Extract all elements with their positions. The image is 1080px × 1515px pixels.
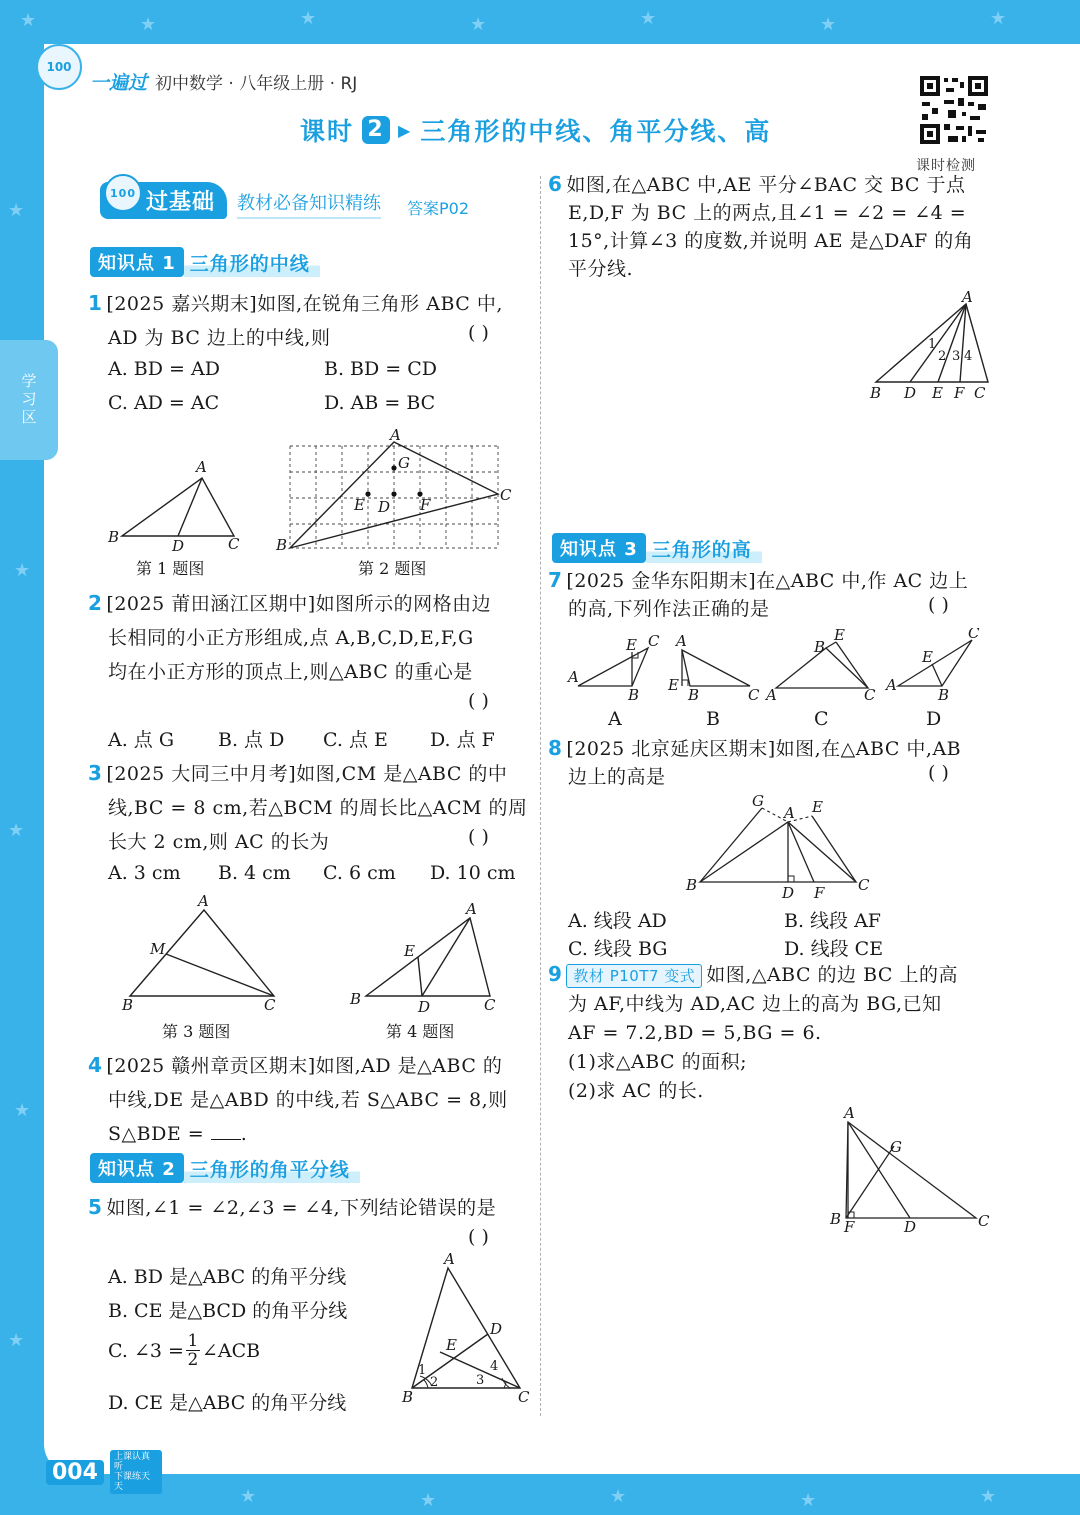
label-b: B: [628, 686, 640, 704]
basic-title: 过基础: [146, 190, 216, 215]
figure-2: [272, 428, 522, 554]
background-stars: ★ ★ ★ ★ ★ ★ ★ ★ ★ ★ ★ ★ ★ ★ ★ ★ ★: [8, 8, 1007, 1511]
label-b: B: [814, 638, 826, 656]
option-b[interactable]: B. CE 是△BCD 的角平分线: [108, 1300, 348, 1322]
basic-subtitle: 教材必备知识精练: [237, 189, 381, 219]
label-a: A: [568, 668, 579, 686]
kp-badge: 知识点 1: [90, 247, 184, 277]
q-line: [2025 嘉兴期末]如图,在锐角三角形 ABC 中,: [106, 293, 503, 315]
knowledge-point-1: [90, 247, 320, 277]
question-3: [88, 756, 528, 859]
q-line: 为 AF,中线为 AD,AC 边上的高为 BG,已知: [568, 993, 942, 1015]
question-9: [548, 960, 958, 1106]
label-a: A: [196, 458, 207, 476]
figure-caption: 第 4 题图: [386, 1022, 455, 1041]
label-c: C: [858, 876, 870, 894]
label-b: B: [830, 1210, 842, 1228]
label-d: D: [418, 998, 431, 1014]
kp-title: 三角形的中线: [184, 248, 320, 277]
label-a: A: [766, 686, 777, 704]
q-line: 中线,DE 是△ABD 的中线,若 S△ABC = 8,则: [108, 1089, 508, 1111]
label-a: A: [962, 288, 973, 306]
textbook-tag[interactable]: 教材 P10T7 变式: [566, 964, 702, 988]
mascot-icon: 100: [36, 44, 82, 90]
label-b: B: [686, 876, 698, 894]
question-number: 3: [88, 761, 103, 785]
option-c[interactable]: C. AD = AC: [108, 392, 220, 414]
lesson-title: [300, 112, 771, 148]
label-2: 2: [938, 349, 947, 364]
q-subquestion-1: (1)求△ABC 的面积;: [568, 1051, 748, 1073]
label-a: A: [444, 1252, 455, 1268]
figure-caption: 第 1 题图: [136, 559, 205, 578]
q-line: [2025 莆田涵江区期中]如图所示的网格由边: [106, 593, 492, 615]
q-line: 如图,∠1 = ∠2,∠3 = ∠4,下列结论错误的是: [106, 1197, 497, 1219]
option-d[interactable]: D. AB = BC: [324, 392, 436, 414]
q-line: 如图,在△ABC 中,AE 平分∠BAC 交 BC 于点: [566, 174, 966, 196]
label-d: D: [904, 384, 917, 402]
figure-9: [826, 1102, 996, 1236]
basic-banner: [100, 182, 469, 219]
answer-bracket[interactable]: ( ): [468, 1226, 489, 1248]
option-c[interactable]: C. 线段 BG: [568, 938, 668, 960]
question-number: 8: [548, 736, 563, 760]
side-tab: 学习区: [0, 340, 58, 460]
label-4: 4: [964, 349, 973, 364]
kp-title: 三角形的角平分线: [184, 1154, 360, 1183]
label-1: 1: [418, 1363, 427, 1378]
denominator: 2: [187, 1350, 199, 1370]
column-divider: [540, 176, 541, 1416]
label-b: B: [870, 384, 882, 402]
label-b: B: [108, 528, 120, 546]
kp-badge: 知识点 2: [90, 1153, 184, 1183]
label-a: A: [886, 676, 897, 694]
option-a[interactable]: A. 3 cm: [108, 862, 181, 884]
option-d[interactable]: D. 点 F: [430, 729, 495, 751]
label-a: A: [844, 1104, 855, 1122]
label-d: D: [378, 498, 391, 516]
question-number: 7: [548, 568, 563, 592]
option-b[interactable]: B. BD = CD: [324, 358, 438, 380]
q-line: [2025 北京延庆区期末]如图,在△ABC 中,AB: [566, 738, 962, 760]
label-c: C: [864, 686, 876, 704]
option-a[interactable]: A. 点 G: [108, 729, 175, 751]
series-header: [90, 68, 357, 95]
label-c: C: [264, 996, 276, 1014]
label-a: A: [198, 892, 209, 910]
question-4: [88, 1048, 508, 1151]
label-c: C: [968, 628, 980, 642]
option-b[interactable]: B. 线段 AF: [784, 910, 881, 932]
option-a[interactable]: A. BD = AD: [108, 358, 220, 380]
label-b: B: [938, 686, 950, 704]
label-b: B: [350, 990, 362, 1008]
page-number: 004: [46, 1460, 104, 1485]
option-b[interactable]: B. 4 cm: [218, 862, 291, 884]
label-4: 4: [490, 1359, 499, 1374]
q-line: S△BDE =: [108, 1123, 211, 1145]
q-line: 边上的高是: [568, 766, 666, 788]
label-c: C: [484, 996, 496, 1014]
fraction: [186, 1332, 200, 1369]
question-7: [548, 566, 968, 623]
label-3: 3: [476, 1373, 485, 1388]
kp-badge: 知识点 3: [552, 533, 646, 563]
q-line: 长相同的小正方形组成,点 A,B,C,D,E,F,G: [108, 627, 474, 649]
question-number: 1: [88, 291, 103, 315]
q-line: 如图,△ABC 的边 BC 上的高: [706, 964, 958, 986]
answer-blank[interactable]: [211, 1120, 241, 1140]
label-c: C: [974, 384, 986, 402]
label-3: 3: [952, 349, 961, 364]
footer: [46, 1450, 162, 1494]
slogan-line: 上课认真听: [113, 1452, 150, 1472]
question-number: 2: [88, 591, 103, 615]
figure-4: [346, 900, 506, 1014]
knowledge-point-2: [90, 1153, 360, 1183]
q-line: 的高,下列作法正确的是: [568, 598, 770, 620]
label-f: F: [844, 1218, 855, 1236]
label-b: B: [122, 996, 134, 1014]
option-c[interactable]: C: [814, 708, 829, 730]
label-g: G: [890, 1138, 902, 1156]
figure-6: [862, 288, 1002, 406]
label-d: D: [904, 1218, 917, 1236]
option-d[interactable]: D: [926, 708, 942, 730]
lesson-number: 2: [362, 116, 390, 144]
q-line: [2025 大同三中月考]如图,CM 是△ABC 的中: [106, 763, 508, 785]
label-f: F: [420, 496, 431, 514]
option-c[interactable]: C. 点 E: [323, 729, 388, 751]
option-d[interactable]: D. CE 是△ABC 的角平分线: [108, 1392, 347, 1414]
option-a[interactable]: A. 线段 AD: [568, 910, 667, 932]
option-c[interactable]: C. 6 cm: [323, 862, 396, 884]
q-subquestion-2: (2)求 AC 的长.: [568, 1080, 704, 1102]
question-number: 4: [88, 1053, 103, 1077]
answer-bracket[interactable]: ( ): [468, 322, 489, 344]
label-e: E: [626, 636, 637, 654]
question-5: [88, 1190, 496, 1225]
label-b: B: [276, 536, 288, 554]
label-a: A: [784, 804, 795, 822]
kp-title: 三角形的高: [646, 534, 762, 563]
question-6: [548, 170, 973, 283]
q-line: AD 为 BC 边上的中线,则: [108, 327, 331, 349]
label-b: B: [688, 686, 700, 704]
label-e: E: [812, 798, 823, 816]
label-f: F: [954, 384, 965, 402]
label-f: F: [814, 884, 825, 902]
option-c-text: C. ∠3 =: [108, 1339, 184, 1362]
arrow-icon: ▶: [398, 120, 413, 140]
knowledge-point-3: [552, 533, 762, 563]
q-line: E,D,F 为 BC 上的两点,且∠1 = ∠2 = ∠4 =: [568, 202, 967, 224]
answer-bracket[interactable]: ( ): [928, 594, 949, 616]
label-c: C: [228, 535, 240, 553]
answer-bracket[interactable]: ( ): [928, 762, 949, 784]
lesson-label: 课时: [300, 117, 355, 146]
label-a: A: [466, 900, 477, 918]
label-c: C: [648, 632, 660, 650]
figure-5: [398, 1252, 538, 1412]
q-line: 15°,计算∠3 的度数,并说明 AE 是△DAF 的角: [568, 230, 974, 252]
option-b[interactable]: B: [706, 708, 720, 730]
q-line: [2025 金华东阳期末]在△ABC 中,作 AC 边上: [566, 570, 969, 592]
label-c: C: [978, 1212, 990, 1230]
numerator: 1: [187, 1331, 199, 1351]
label-d: D: [172, 537, 185, 555]
figure-8: [682, 794, 882, 906]
answer-ref[interactable]: 答案P02: [407, 199, 470, 218]
label-e: E: [446, 1336, 457, 1354]
label-e: E: [834, 628, 845, 644]
label-1: 1: [928, 337, 937, 352]
figure-3: [118, 892, 288, 1014]
figure-1: [100, 456, 250, 556]
option-a[interactable]: A. BD 是△ABC 的角平分线: [108, 1266, 347, 1288]
label-d: D: [490, 1320, 503, 1338]
option-d[interactable]: D. 线段 CE: [784, 938, 884, 960]
lesson-name: 三角形的中线、角平分线、高: [420, 117, 772, 146]
answer-bracket[interactable]: ( ): [468, 826, 489, 848]
label-c: C: [748, 686, 760, 704]
label-a: A: [390, 428, 401, 444]
question-1: [88, 286, 503, 355]
option-c-text: ∠ACB: [201, 1339, 261, 1362]
label-g: G: [752, 794, 764, 810]
series-text: 初中数学 · 八年级上册 · RJ: [155, 74, 358, 94]
footer-slogan: [110, 1450, 162, 1494]
q-line: AF = 7.2,BD = 5,BG = 6.: [568, 1022, 822, 1044]
answer-bracket[interactable]: ( ): [468, 690, 489, 712]
label-e: E: [922, 648, 933, 666]
option-c[interactable]: [108, 1332, 260, 1369]
figure-caption: 第 3 题图: [162, 1022, 231, 1041]
option-b[interactable]: B. 点 D: [218, 729, 285, 751]
basic-badge: [100, 182, 227, 219]
q-line: 平分线.: [568, 258, 634, 280]
label-c: C: [500, 486, 512, 504]
q-line: [2025 赣州章贡区期末]如图,AD 是△ABC 的: [106, 1055, 503, 1077]
brand-logo: 一遍过: [90, 72, 148, 94]
label-b: B: [402, 1388, 414, 1406]
figure-7: [564, 628, 994, 706]
label-d: D: [782, 884, 795, 902]
label-e: E: [404, 942, 415, 960]
question-2: [88, 586, 491, 689]
figure-caption: 第 2 题图: [358, 559, 427, 578]
robot-icon: 100: [104, 174, 142, 212]
label-c: C: [518, 1388, 530, 1406]
question-number: 9: [548, 962, 563, 986]
label-e: E: [668, 676, 679, 694]
label-g: G: [398, 454, 410, 472]
q-line: .: [240, 1123, 248, 1145]
qr-code-icon[interactable]: [918, 74, 990, 146]
question-number: 6: [548, 172, 563, 196]
option-a[interactable]: A: [608, 708, 622, 730]
question-8: [548, 734, 961, 791]
q-line: 长大 2 cm,则 AC 的长为: [108, 831, 330, 853]
question-number: 5: [88, 1195, 103, 1219]
label-m: M: [150, 940, 166, 958]
label-e: E: [932, 384, 943, 402]
label-e: E: [354, 496, 365, 514]
label-2: 2: [430, 1375, 439, 1390]
qr-label: 课时检测: [916, 158, 976, 174]
label-a: A: [676, 632, 687, 650]
option-d[interactable]: D. 10 cm: [430, 862, 516, 884]
slogan-line: 下课练天天: [113, 1472, 150, 1492]
q-line: 线,BC = 8 cm,若△BCM 的周长比△ACM 的周: [108, 797, 528, 819]
q-line: 均在小正方形的顶点上,则△ABC 的重心是: [108, 661, 473, 683]
